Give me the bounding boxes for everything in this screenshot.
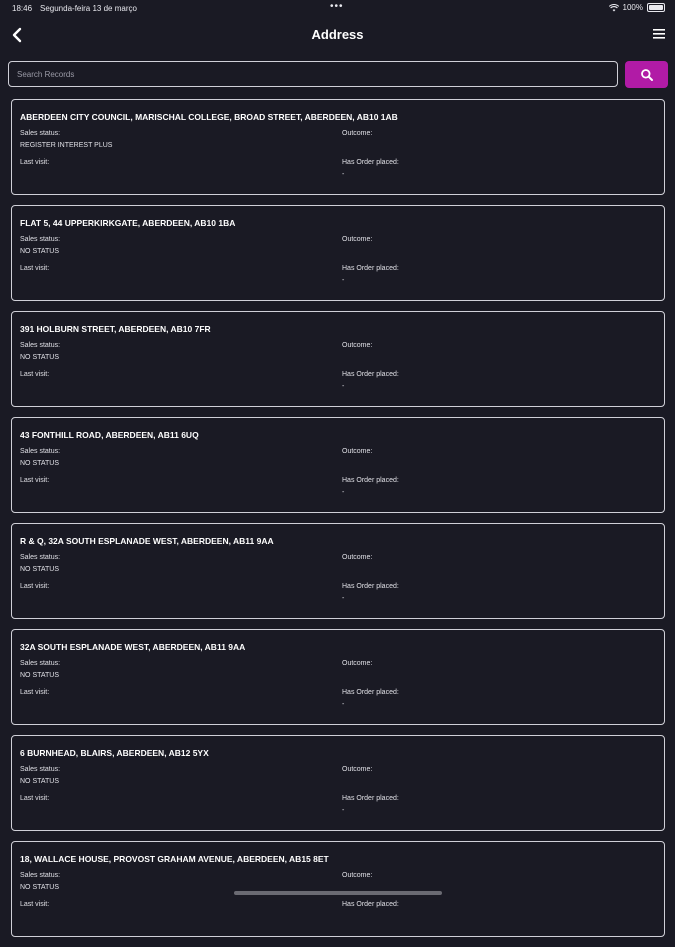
record-address: 6 BURNHEAD, BLAIRS, ABERDEEN, AB12 5YX bbox=[20, 748, 209, 758]
menu-button[interactable] bbox=[651, 27, 667, 41]
last-visit-label: Last visit: bbox=[20, 689, 50, 696]
last-visit-label: Last visit: bbox=[20, 901, 50, 908]
hamburger-menu-icon bbox=[651, 27, 667, 41]
has-order-placed-label: Has Order placed: bbox=[342, 477, 399, 484]
status-right bbox=[609, 3, 665, 12]
sales-status-value: NO STATUS bbox=[20, 354, 60, 361]
last-visit-label: Last visit: bbox=[20, 159, 50, 166]
last-visit-label: Last visit: bbox=[20, 265, 50, 272]
has-order-placed-label: Has Order placed: bbox=[342, 689, 399, 696]
has-order-placed-value: - bbox=[342, 171, 345, 178]
record-address: 43 FONTHILL ROAD, ABERDEEN, AB11 6UQ bbox=[20, 430, 199, 440]
record-list bbox=[11, 99, 665, 947]
record-address: ABERDEEN CITY COUNCIL, MARISCHAL COLLEGE, BROAD STREET, ABERDEEN, AB10 1AB bbox=[20, 112, 398, 122]
record-address: FLAT 5, 44 UPPERKIRKGATE, ABERDEEN, AB10 1BA bbox=[20, 218, 236, 228]
last-visit-label: Last visit: bbox=[20, 371, 50, 378]
wifi-icon bbox=[609, 4, 619, 12]
record-card[interactable] bbox=[11, 311, 665, 407]
outcome-label: Outcome: bbox=[342, 660, 373, 667]
sales-status-value: NO STATUS bbox=[20, 566, 60, 573]
has-order-placed-label: Has Order placed: bbox=[342, 795, 399, 802]
sales-status-label: Sales status: bbox=[20, 766, 61, 773]
record-address: R & Q, 32A SOUTH ESPLANADE WEST, ABERDEEN, AB11 9AA bbox=[20, 536, 274, 546]
has-order-placed-value: - bbox=[342, 595, 345, 602]
page-title: Address bbox=[311, 27, 364, 42]
has-order-placed-label: Has Order placed: bbox=[342, 159, 399, 166]
last-visit-label: Last visit: bbox=[20, 583, 50, 590]
sales-status-label: Sales status: bbox=[20, 236, 61, 243]
outcome-label: Outcome: bbox=[342, 872, 373, 879]
search-icon bbox=[640, 68, 654, 82]
record-card[interactable] bbox=[11, 629, 665, 725]
has-order-placed-value: - bbox=[342, 489, 345, 496]
has-order-placed-value: - bbox=[342, 701, 345, 708]
multitasking-dots[interactable]: ••• bbox=[330, 1, 344, 12]
has-order-placed-label: Has Order placed: bbox=[342, 901, 399, 908]
sales-status-value: NO STATUS bbox=[20, 778, 60, 785]
has-order-placed-label: Has Order placed: bbox=[342, 583, 399, 590]
sales-status-value: NO STATUS bbox=[20, 460, 60, 467]
has-order-placed-value: - bbox=[342, 807, 345, 814]
record-card[interactable] bbox=[11, 735, 665, 831]
battery-percent: 100% bbox=[622, 3, 643, 12]
outcome-label: Outcome: bbox=[342, 342, 373, 349]
search-input[interactable] bbox=[8, 61, 618, 87]
record-card[interactable] bbox=[11, 205, 665, 301]
sales-status-label: Sales status: bbox=[20, 554, 61, 561]
record-address: 391 HOLBURN STREET, ABERDEEN, AB10 7FR bbox=[20, 324, 211, 334]
last-visit-label: Last visit: bbox=[20, 477, 50, 484]
sales-status-label: Sales status: bbox=[20, 872, 61, 879]
record-card[interactable] bbox=[11, 841, 665, 937]
record-address: 18, WALLACE HOUSE, PROVOST GRAHAM AVENUE, ABERDEEN, AB15 8ET bbox=[20, 854, 329, 864]
has-order-placed-value: - bbox=[342, 383, 345, 390]
has-order-placed-value: - bbox=[342, 277, 345, 284]
sales-status-value: NO STATUS bbox=[20, 884, 60, 891]
outcome-label: Outcome: bbox=[342, 766, 373, 773]
status-bar bbox=[0, 0, 675, 16]
status-time: 18:46 bbox=[12, 4, 33, 13]
outcome-label: Outcome: bbox=[342, 448, 373, 455]
outcome-label: Outcome: bbox=[342, 236, 373, 243]
sales-status-value: NO STATUS bbox=[20, 672, 60, 679]
nav-bar bbox=[0, 20, 675, 50]
sales-status-value: REGISTER INTEREST PLUS bbox=[20, 142, 113, 149]
sales-status-label: Sales status: bbox=[20, 660, 61, 667]
last-visit-label: Last visit: bbox=[20, 795, 50, 802]
has-order-placed-label: Has Order placed: bbox=[342, 371, 399, 378]
search-button[interactable] bbox=[625, 61, 668, 88]
record-card[interactable] bbox=[11, 523, 665, 619]
outcome-label: Outcome: bbox=[342, 130, 373, 137]
record-card[interactable] bbox=[11, 417, 665, 513]
record-card[interactable] bbox=[11, 99, 665, 195]
home-indicator[interactable] bbox=[234, 891, 442, 895]
outcome-label: Outcome: bbox=[342, 554, 373, 561]
sales-status-label: Sales status: bbox=[20, 342, 61, 349]
record-address: 32A SOUTH ESPLANADE WEST, ABERDEEN, AB11 9AA bbox=[20, 642, 246, 652]
has-order-placed-label: Has Order placed: bbox=[342, 265, 399, 272]
sales-status-label: Sales status: bbox=[20, 448, 61, 455]
battery-icon bbox=[647, 3, 665, 12]
sales-status-value: NO STATUS bbox=[20, 248, 60, 255]
status-date: Segunda-feira 13 de março bbox=[40, 4, 137, 13]
sales-status-label: Sales status: bbox=[20, 130, 61, 137]
